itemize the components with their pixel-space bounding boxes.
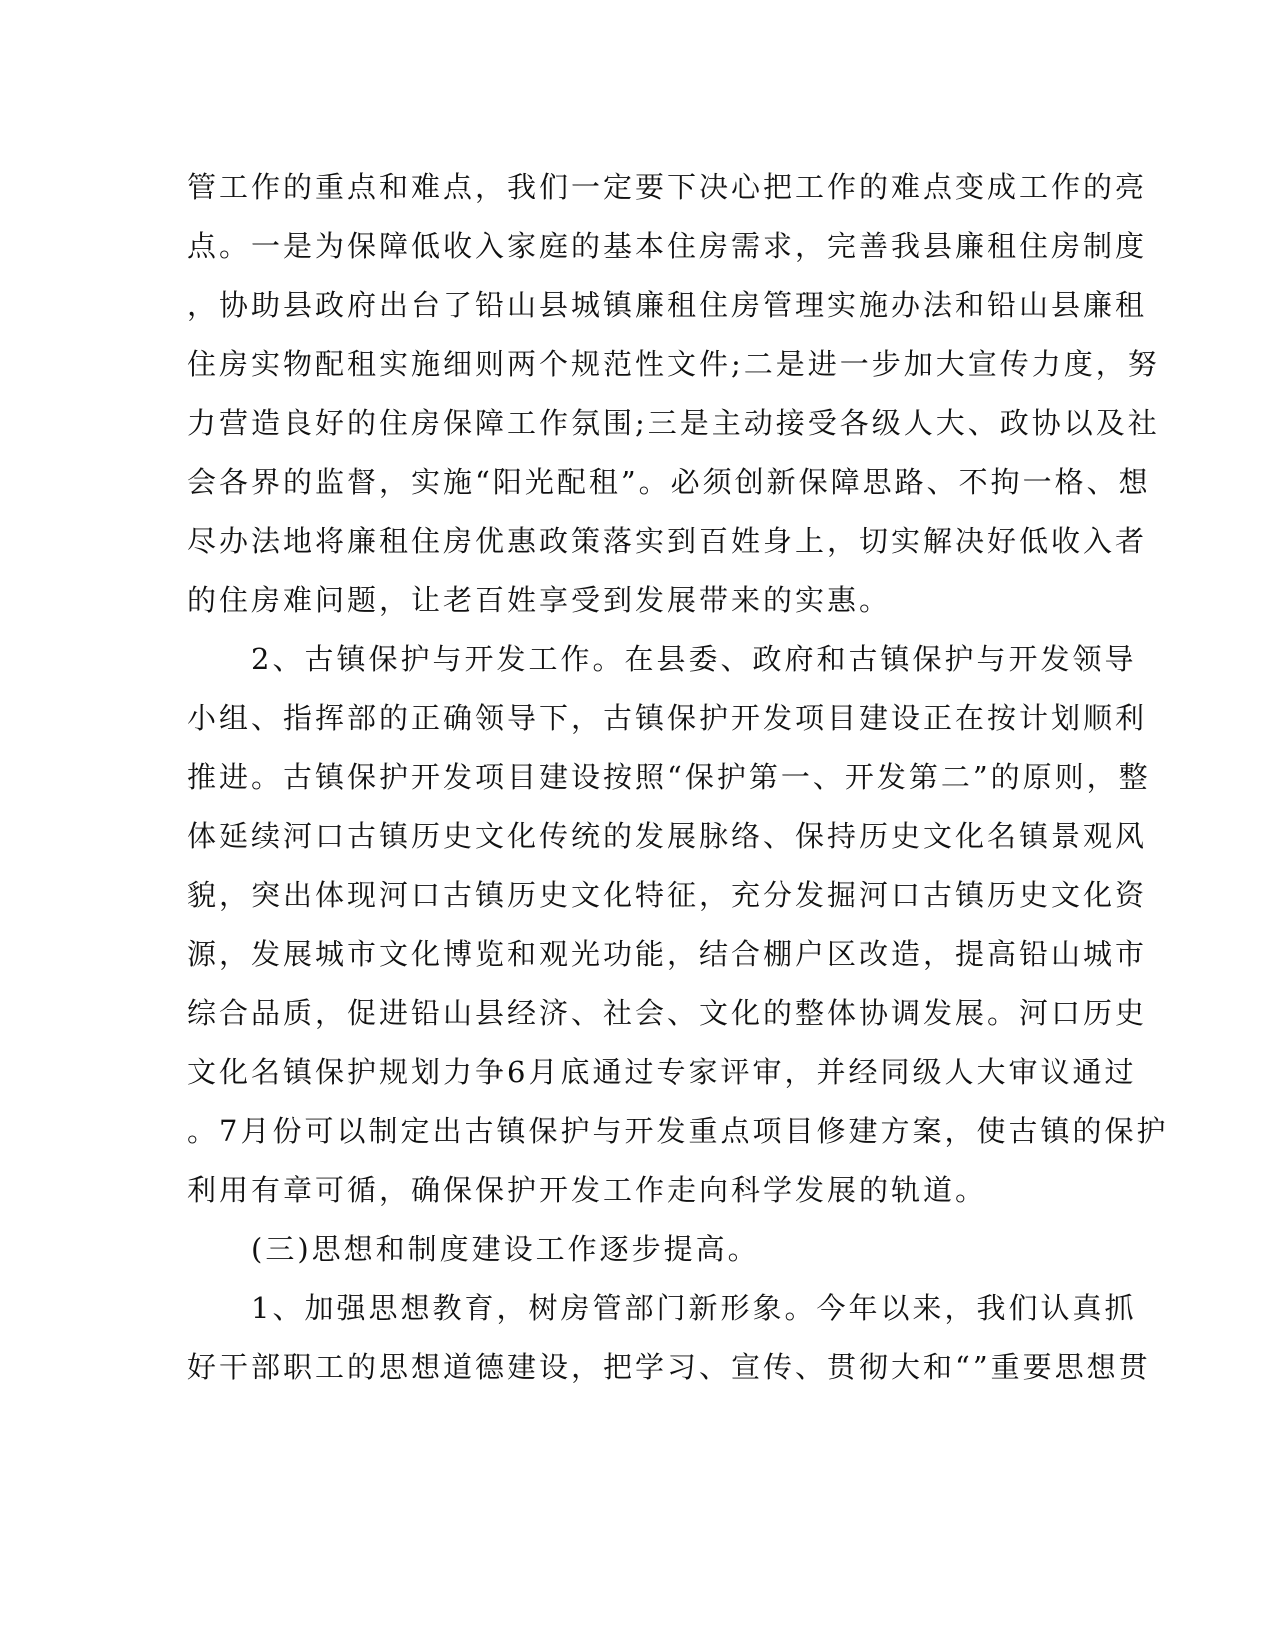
text-line: 貌，突出体现河口古镇历史文化特征，充分发掘河口古镇历史文化资 (187, 878, 1148, 912)
text-line: 住房实物配租实施细则两个规范性文件;二是进一步加大宣传力度，努 (187, 347, 1160, 381)
text-line: 小组、指挥部的正确领导下，古镇保护开发项目建设正在按计划顺利 (187, 701, 1148, 735)
text-line: 好干部职工的思想道德建设，把学习、宣传、贯彻大和“”重要思想贯 (187, 1350, 1151, 1384)
text-line: 点。一是为保障低收入家庭的基本住房需求，完善我县廉租住房制度 (187, 229, 1148, 263)
text-line: (三)思想和制度建设工作逐步提高。 (187, 1232, 760, 1266)
text-line: 文化名镇保护规划力争6月底通过专家评审，并经同级人大审议通过 (187, 1055, 1137, 1089)
text-line: 推进。古镇保护开发项目建设按照“保护第一、开发第二”的原则，整 (187, 760, 1151, 794)
text-line: 会各界的监督，实施“阳光配租”。必须创新保障思路、不拘一格、想 (187, 465, 1151, 499)
text-line: 1、加强思想教育，树房管部门新形象。今年以来，我们认真抓 (187, 1291, 1137, 1325)
text-line: 的住房难问题，让老百姓享受到发展带来的实惠。 (187, 583, 892, 617)
text-line: 管工作的重点和难点，我们一定要下决心把工作的难点变成工作的亮 (187, 170, 1148, 204)
text-line: 综合品质，促进铅山县经济、社会、文化的整体协调发展。河口历史 (187, 996, 1148, 1030)
text-line: ，协助县政府出台了铅山县城镇廉租住房管理实施办法和铅山县廉租 (187, 288, 1148, 322)
text-line: 体延续河口古镇历史文化传统的发展脉络、保持历史文化名镇景观风 (187, 819, 1148, 853)
text-line: 2、古镇保护与开发工作。在县委、政府和古镇保护与开发领导 (187, 642, 1137, 676)
text-line: 。7月份可以制定出古镇保护与开发重点项目修建方案，使古镇的保护 (187, 1114, 1169, 1148)
text-line: 力营造良好的住房保障工作氛围;三是主动接受各级人大、政协以及社 (187, 406, 1160, 440)
text-line: 尽办法地将廉租住房优惠政策落实到百姓身上，切实解决好低收入者 (187, 524, 1148, 558)
document-body (187, 158, 1169, 1397)
text-line: 利用有章可循，确保保护开发工作走向科学发展的轨道。 (187, 1173, 988, 1207)
text-line: 源，发展城市文化博览和观光功能，结合棚户区改造，提高铅山城市 (187, 937, 1148, 971)
